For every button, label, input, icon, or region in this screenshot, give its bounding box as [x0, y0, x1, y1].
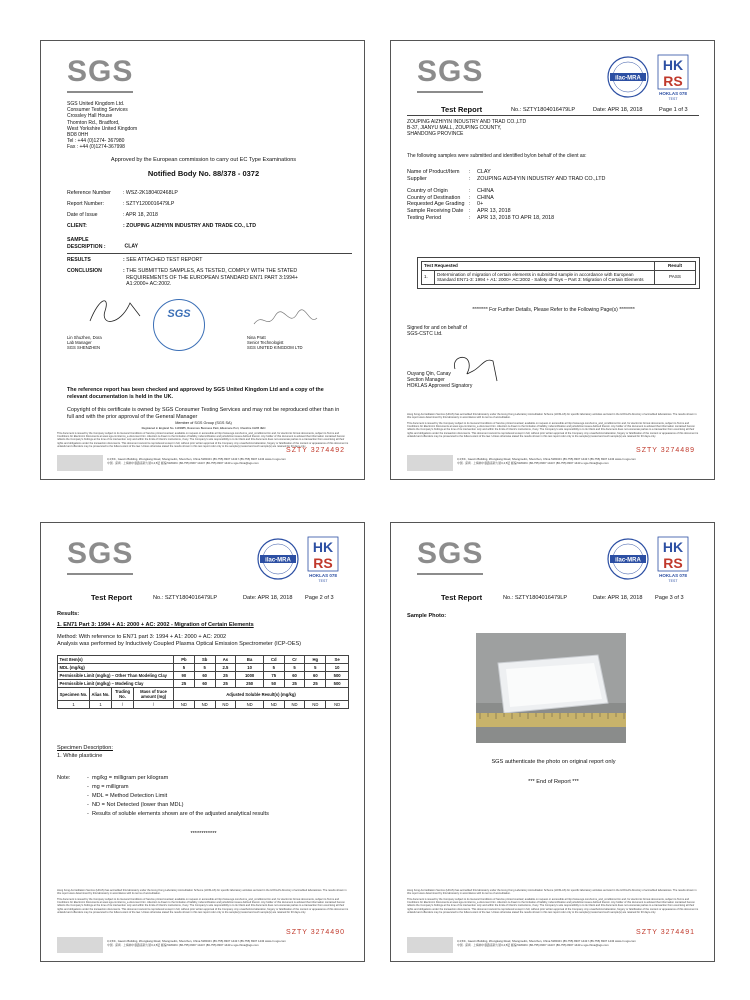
- divider: [407, 115, 699, 116]
- table-cell: 25: [174, 680, 195, 688]
- report-title: Test Report: [91, 593, 133, 602]
- svg-text:HOKLAS 078: HOKLAS 078: [659, 573, 687, 578]
- footer-address: 3,4,5/F., Gaoxin Building, Zhongkang Road, Shangmeilin, Shenzhen, China 518049 t (86-755) 8307 1443 f (86-755) 8307 1443 www.cn.sgs.com 中国 · 深圳 · 上梅林中康路高新大厦3,4,5层 邮编:518049 t (86-755) 8307 1443 f (86-755) 8307 1443 e sgs.china@sgs.com: [107, 457, 286, 465]
- table-cell: /: [134, 701, 174, 709]
- table-cell: 60: [305, 672, 326, 680]
- report-page-1: [390, 40, 715, 480]
- sample-photo: [476, 633, 626, 743]
- table-cell: 60: [194, 680, 215, 688]
- submitted-line: The following samples were submitted and identified by/on behalf of the client as:: [407, 153, 587, 159]
- grey-stamp: [57, 937, 103, 953]
- svg-text:TEST: TEST: [668, 579, 678, 583]
- table-cell: PASS: [655, 270, 696, 284]
- report-number: No.: SZTY1804016479LP: [503, 595, 568, 601]
- table-cell: Se: [326, 656, 349, 664]
- table-cell: 250: [236, 680, 264, 688]
- clay-pack-image: [476, 633, 626, 743]
- table-cell: ND: [284, 701, 305, 709]
- table-header: Trading No.: [112, 688, 134, 701]
- table-cell: Hg: [305, 656, 326, 664]
- member-line: Member of SGS Group (SGS SA): [175, 421, 232, 425]
- svg-text:HK: HK: [662, 539, 684, 555]
- serial-number: SZTY 3274492: [286, 447, 345, 454]
- table-cell: 25: [215, 672, 236, 680]
- table-cell: ND: [263, 701, 284, 709]
- table-cell: Permissible Limit (mg/kg) – Other Than Modeling Clay: [58, 672, 174, 680]
- hk-accreditation-note: Hong Kong Accreditation Service (HKAS) has accredited this laboratory under the Hong Kong Laboratory Accreditation Scheme (HOKLAS) for specific laboratory activities as listed in the HOKLAS directory of accredited laboratories. The results shown in this report were determined by this laboratory in accordance with its terms of accreditation.: [407, 889, 697, 895]
- results-label: Results:: [57, 611, 80, 617]
- footer-address: 3,4,5/F., Gaoxin Building, Zhongkang Road, Shangmeilin, Shenzhen, China 518049 t (86-755) 8307 1443 f (86-755) 8307 1443 www.cn.sgs.com 中国 · 深圳 · 上梅林中康路高新大厦3,4,5层 邮编:518049 t (86-755) 8307 1443 f (86-755) 8307 1443 e sgs.china@sgs.com: [107, 939, 286, 947]
- specimen-description-label: Specimen Description:: [57, 745, 113, 751]
- signature-right: [251, 306, 321, 336]
- report-page-2: [40, 522, 365, 962]
- fine-print: This document is issued by the Company subject to its General Conditions of Service printed overleaf, available on request or accessible at http://www.sgs.com/terms_and_conditions.htm and, for electronic format documents, subject to Terms and Conditions for Electronic Documents at www.sgs.com/terms_e-document.htm. Attention is drawn to the limitation of liability, indemnification and jurisdiction issues defined therein. Any holder of this document is advised that information contained hereon reflects the Company's findings at the time of its intervention only and within the limits of Client's instructions, if any. The Company's sole responsibility is to its Client and this document does not exonerate parties to a transaction from exercising all their rights and obligations under the transaction documents. This document cannot be reproduced except in full, without prior written approval of the Company. Any unauthorized alteration, forgery or falsification of the content or appearance of this document is unlawful and offenders may be prosecuted to the fullest extent of the law. Unless otherwise stated the results shown in this test report refer only to the sample(s) tested and such sample(s) are retained for 30 days only.: [57, 898, 349, 914]
- page-number: Page 3 of 3: [655, 595, 684, 601]
- signer-right-info: Nina Pratt Senior Technologist SGS UNITED KINGDOM LTD: [247, 335, 303, 350]
- table-cell: 1.: [422, 270, 435, 284]
- svg-text:ilac-MRA: ilac-MRA: [265, 557, 291, 564]
- table-cell: 25: [215, 680, 236, 688]
- registered-line: Registered in England No. 1193985, Rossmore Business Park, Ellesmere Port, Cheshire CH65 3EN: [141, 426, 266, 430]
- sample-fields: Name of Product/Item : CLAY Supplier : ZOUPING AIZHIYIN INDUSTRY AND TRAD CO.,LTD Country of Origin : CHINA Country of Destination : CHINA Requested Age Grading : 0+ Sample Receiving Date : APR 13, 2018 Testing Period : APR 13, 2018 TO APR 18, 2018: [407, 169, 606, 221]
- grey-stamp: [407, 937, 453, 953]
- sample-photo-label: Sample Photo:: [407, 613, 447, 619]
- grey-stamp: [407, 455, 453, 471]
- section-title: 1. EN71 Part 3: 1994 + A1: 2000 + AC: 2002 - Migration of Certain Elements: [57, 622, 254, 628]
- table-cell: Cr: [284, 656, 305, 664]
- table-cell: Test Item(s): [58, 656, 174, 664]
- note-label: Note:: [57, 775, 71, 781]
- report-page-3: [390, 522, 715, 962]
- signer-info: Ouyang Qin, Canay Section Manager HOKLAS Approved Signatory: [407, 371, 473, 390]
- table-cell: 60: [194, 672, 215, 680]
- table-cell: Determination of migration of certain elements in submitted sample in accordance with European Standard EN71-3: 1994 + A1: 2000+ AC:2002 - Safety of Toys – Part 3: Migration of Certain Elements: [435, 270, 655, 284]
- table-cell: Sb: [194, 656, 215, 664]
- serial-number: SZTY 3274490: [286, 929, 345, 936]
- client-address: ZOUPING AIZHIYIN INDUSTRY AND TRAD CO.,LTD B-37, JIANYU MALL, ZOUPING COUNTY, SHANDONG PROVINCE: [407, 119, 527, 138]
- signed-for: Signed for and on behalf of SGS-CSTC Ltd.: [407, 325, 468, 338]
- table-header: Specimen No.: [58, 688, 90, 701]
- method-text: Method: With reference to EN71 part 3: 1994 + A1: 2000 + AC: 2002 Analysis was performed by Inductively Coupled Plasma Optical Emission Spectrometer (ICP-OES): [57, 634, 302, 647]
- table-cell: 25: [305, 680, 326, 688]
- svg-text:HOKLAS 078: HOKLAS 078: [309, 573, 337, 578]
- table-cell: 5: [284, 664, 305, 672]
- end-stars: ************: [190, 831, 217, 837]
- table-cell: 60: [284, 672, 305, 680]
- fine-print: This document is issued by the Company subject to its General Conditions of Service printed overleaf, available on request or accessible at http://www.sgs.com/terms_and_conditions.htm and, for electronic format documents, subject to Terms and Conditions for Electronic Documents at www.sgs.com/terms_e-document.htm. Attention is drawn to the limitation of liability, indemnification and jurisdiction issues defined therein. Any holder of this document is advised that information contained hereon reflects the Company's findings at the time of its intervention only and within the limits of Client's instructions, if any. The Company's sole responsibility is to its Client and this document does not exonerate parties to a transaction from exercising all their rights and obligations under the transaction documents. This document cannot be reproduced except in full, without prior written approval of the Company. Any unauthorized alteration, forgery or falsification of the content or appearance of this document is unlawful and offenders may be prosecuted to the fullest extent of the law. Unless otherwise stated the results shown in this test report refer only to the sample(s) tested and such sample(s) are retained for 30 days only.: [57, 432, 349, 448]
- copyright-note: Copyright of this certificate is owned by SGS Consumer Testing Services and may not be reproduced other than in full and with the prior approval of the General Manager: [67, 407, 340, 420]
- sgs-logo: SGS: [67, 55, 133, 89]
- serial-number: SZTY 3274489: [636, 447, 695, 454]
- table-header: Mass of trace amount (mg): [134, 688, 174, 701]
- report-date: Date: APR 18, 2018: [593, 107, 643, 113]
- hk-accreditation-note: Hong Kong Accreditation Service (HKAS) has accredited this laboratory under the Hong Kong Laboratory Accreditation Scheme (HOKLAS) for specific laboratory activities as listed in the HOKLAS directory of accredited laboratories. The results shown in this report were determined by this laboratory in accordance with its terms of accreditation.: [407, 413, 697, 419]
- svg-text:HK: HK: [312, 539, 334, 555]
- table-cell: 50: [263, 680, 284, 688]
- notes-list: - mg/kg = milligram per kilogram - mg = milligram - MDL = Method Detection Limit - ND = Not Detected (lower than MDL) - Results of soluble elements shown are of the adjusted analytical results: [87, 775, 269, 817]
- report-number: No.: SZTY1804016479LP: [153, 595, 218, 601]
- table-cell: ND: [215, 701, 236, 709]
- footer-address: 3,4,5/F., Gaoxin Building, Zhongkang Road, Shangmeilin, Shenzhen, China 518049 t (86-755) 8307 1443 f (86-755) 8307 1443 www.cn.sgs.com 中国 · 深圳 · 上梅林中康路高新大厦3,4,5层 邮编:518049 t (86-755) 8307 1443 f (86-755) 8307 1443 e sgs.china@sgs.com: [457, 457, 636, 465]
- report-number: No.: SZTY1804016479LP: [511, 107, 576, 113]
- table-cell: 10: [326, 664, 349, 672]
- table-header: Alias No.: [90, 688, 112, 701]
- svg-text:ilac-MRA: ilac-MRA: [615, 75, 641, 82]
- table-cell: Pb: [174, 656, 195, 664]
- table-cell: 25: [284, 680, 305, 688]
- fine-print: This document is issued by the Company subject to its General Conditions of Service printed overleaf, available on request or accessible at http://www.sgs.com/terms_and_conditions.htm and, for electronic format documents, subject to Terms and Conditions for Electronic Documents at www.sgs.com/terms_e-document.htm. Attention is drawn to the limitation of liability, indemnification and jurisdiction issues defined therein. Any holder of this document is advised that information contained hereon reflects the Company's findings at the time of its intervention only and within the limits of Client's instructions, if any. The Company's sole responsibility is to its Client and this document does not exonerate parties to a transaction from exercising all their rights and obligations under the transaction documents. This document cannot be reproduced except in full, without prior written approval of the Company. Any unauthorized alteration, forgery or falsification of the content or appearance of this document is unlawful and offenders may be prosecuted to the fullest extent of the law. Unless otherwise stated the results shown in this test report refer only to the sample(s) tested and such sample(s) are retained for 30 days only.: [407, 422, 699, 438]
- table-header: Test Requested: [422, 262, 655, 271]
- table-cell: 10: [236, 664, 264, 672]
- table-cell: 1: [58, 701, 90, 709]
- svg-text:TEST: TEST: [668, 97, 678, 101]
- test-requested-table: [421, 261, 696, 285]
- table-cell: Ba: [236, 656, 264, 664]
- table-cell: 500: [326, 680, 349, 688]
- table-cell: Cd: [263, 656, 284, 664]
- table-header: Adjusted Soluble Result(s) (mg/kg): [174, 688, 349, 701]
- table-cell: ND: [305, 701, 326, 709]
- table-cell: 5: [174, 664, 195, 672]
- accreditation-logo: [250, 533, 350, 583]
- table-cell: MDL (mg/kg): [58, 664, 174, 672]
- table-header: Result: [655, 262, 696, 271]
- signature-left: [85, 291, 145, 331]
- report-date: Date: APR 18, 2018: [593, 595, 643, 601]
- reference-note: The reference report has been checked and approved by SGS United Kingdom Ltd and a copy of the relevant documentation is held in the UK.: [67, 387, 324, 400]
- sgs-logo: SGS: [67, 537, 133, 571]
- report-title: Test Report: [441, 593, 483, 602]
- photo-caption: SGS authenticate the photo on original report only: [491, 759, 616, 765]
- report-title: Test Report: [441, 105, 483, 114]
- svg-text:RS: RS: [663, 73, 683, 89]
- table-cell: ND: [326, 701, 349, 709]
- table-cell: 5: [194, 664, 215, 672]
- table-cell: 75: [263, 672, 284, 680]
- lab-address: SGS United Kingdom Ltd. Consumer Testing Services Crossley Hall House Thornton Rd., Bradford, West Yorkshire United Kingdom BD8 0HH Tel : +44 (0)1274- 367980 Fax : +44 (0)1274-367998: [67, 101, 138, 151]
- accreditation-logo: [600, 533, 700, 583]
- footer-address: 3,4,5/F., Gaoxin Building, Zhongkang Road, Shangmeilin, Shenzhen, China 518049 t (86-755) 8307 1443 f (86-755) 8307 1443 www.cn.sgs.com 中国 · 深圳 · 上梅林中康路高新大厦3,4,5层 邮编:518049 t (86-755) 8307 1443 f (86-755) 8307 1443 e sgs.china@sgs.com: [457, 939, 636, 947]
- svg-text:RS: RS: [663, 555, 683, 571]
- fine-print: This document is issued by the Company subject to its General Conditions of Service printed overleaf, available on request or accessible at http://www.sgs.com/terms_and_conditions.htm and, for electronic format documents, subject to Terms and Conditions for Electronic Documents at www.sgs.com/terms_e-document.htm. Attention is drawn to the limitation of liability, indemnification and jurisdiction issues defined therein. Any holder of this document is advised that information contained hereon reflects the Company's findings at the time of its intervention only and within the limits of Client's instructions, if any. The Company's sole responsibility is to its Client and this document does not exonerate parties to a transaction from exercising all their rights and obligations under the transaction documents. This document cannot be reproduced except in full, without prior written approval of the Company. Any unauthorized alteration, forgery or falsification of the content or appearance of this document is unlawful and offenders may be prosecuted to the fullest extent of the law. Unless otherwise stated the results shown in this test report refer only to the sample(s) tested and such sample(s) are retained for 30 days only.: [407, 898, 699, 914]
- table-cell: ND: [236, 701, 264, 709]
- svg-text:HOKLAS 078: HOKLAS 078: [659, 91, 687, 96]
- table-cell: 1: [90, 701, 112, 709]
- hk-accreditation-note: Hong Kong Accreditation Service (HKAS) has accredited this laboratory under the Hong Kong Laboratory Accreditation Scheme (HOKLAS) for specific laboratory activities as listed in the HOKLAS directory of accredited laboratories. The results shown in this report were determined by this laboratory in accordance with its terms of accreditation.: [57, 889, 347, 895]
- further-details: ******** For Further Details, Please Refer to the Following Page(s) ********: [472, 307, 635, 313]
- certificate-fields: Reference Number : WSZ-2K180402468LP Report Number: : SZTY1200016479LP Date of Issue : APR 18, 2018 CLIENT: : ZOUPING AIZHIYIN INDUSTRY AND TRADE CO., LTD SAMPLE DESCRIPTION : CLAY RESULTS : SEE ATTACHED TEST REPORT CONCLUSION : THE SUBMITTED SAMPLES, AS TESTED, COMPLY WITH THE STATED REQUIREMENTS OF THE EUROPEAN STANDARD EN71 PART 3:1994+ A1:2000+ AC:2002.: [67, 190, 352, 288]
- sgs-logo: SGS: [417, 55, 483, 89]
- signer-left-info: Lin Shuzhen, Dora Lab Manager SGS SHENZHEN: [67, 335, 102, 350]
- table-cell: ND: [194, 701, 215, 709]
- svg-text:HK: HK: [662, 57, 684, 73]
- table-cell: /: [112, 701, 134, 709]
- end-of-report: *** End of Report ***: [528, 779, 579, 785]
- page-number: Page 1 of 3: [659, 107, 688, 113]
- svg-text:ilac-MRA: ilac-MRA: [615, 557, 641, 564]
- table-cell: As: [215, 656, 236, 664]
- serial-number: SZTY 3274491: [636, 929, 695, 936]
- page-footer: [407, 447, 699, 473]
- page-footer: [57, 929, 349, 955]
- page-footer: [57, 447, 349, 473]
- accreditation-logo: [600, 51, 700, 101]
- table-cell: ND: [174, 701, 195, 709]
- table-cell: 90: [174, 672, 195, 680]
- certificate-page: [40, 40, 365, 480]
- svg-text:TEST: TEST: [318, 579, 328, 583]
- page-number: Page 2 of 3: [305, 595, 334, 601]
- specimen-description: 1. White plasticine: [57, 753, 103, 759]
- notified-body: Notified Body No. 88/378 - 0372: [147, 169, 260, 178]
- grey-stamp: [57, 455, 103, 471]
- table-cell: 500: [326, 672, 349, 680]
- table-cell: 2.5: [215, 664, 236, 672]
- test-requested-box: [417, 257, 700, 289]
- page-footer: [407, 929, 699, 955]
- svg-text:RS: RS: [313, 555, 333, 571]
- approval-line: Approved by the European commission to carry out EC Type Examinations: [110, 157, 297, 163]
- table-cell: Permissible Limit (mg/kg) – Modeling Clay: [58, 680, 174, 688]
- report-date: Date: APR 18, 2018: [243, 595, 293, 601]
- table-cell: 5: [305, 664, 326, 672]
- table-cell: 5: [263, 664, 284, 672]
- results-table: [57, 655, 349, 709]
- sgs-logo: SGS: [417, 537, 483, 571]
- sgs-stamp: SGS: [153, 299, 205, 351]
- table-cell: 1000: [236, 672, 264, 680]
